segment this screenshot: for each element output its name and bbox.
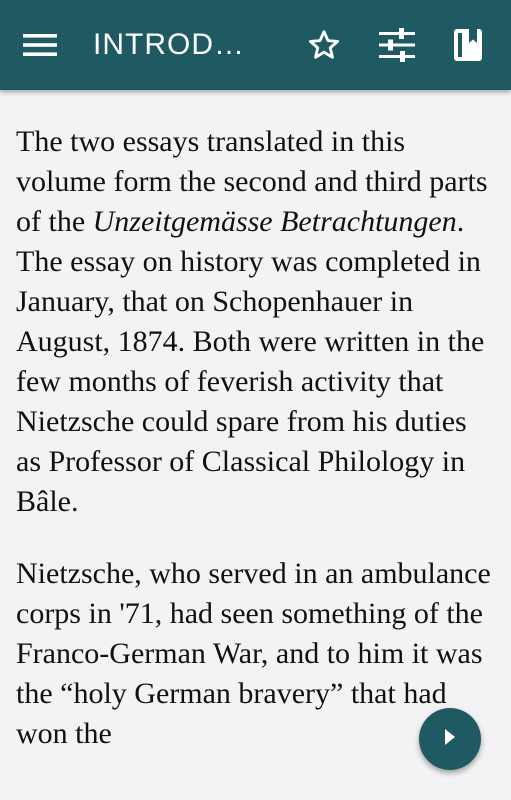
paragraph-1	[16, 122, 496, 522]
book-title-italic: Unzeitgemässe Betrachtungen	[92, 205, 457, 238]
bookmark-star-button[interactable]	[300, 21, 348, 69]
paragraph-2-text: Nietzsche, who served in an ambulance corps in '71, had seen something of the Franco-German War, and to him it was the “holy German bravery” that had won the	[16, 557, 491, 750]
contents-button[interactable]	[444, 21, 492, 69]
settings-button[interactable]	[373, 21, 421, 69]
paragraph-1-text-end: . The essay on history was completed in January, that on Schopenhauer in August, 1874. Both were written in the few months of feverish activity that Nietzsche could spare from his duties as Professor of Classical Philology in Bâle.	[16, 205, 485, 518]
menu-icon	[23, 33, 57, 57]
paragraph-1-text: The two essays translated in this volume form the second and third parts of the	[16, 125, 488, 238]
tune-icon	[379, 28, 415, 62]
play-arrow-icon	[443, 728, 457, 751]
book-text	[16, 122, 496, 786]
menu-button[interactable]	[16, 21, 64, 69]
book-icon	[453, 28, 483, 62]
next-page-button[interactable]	[419, 708, 481, 770]
star-icon	[307, 28, 341, 62]
page-title: INTROD…	[93, 28, 245, 61]
app-toolbar	[0, 0, 511, 90]
